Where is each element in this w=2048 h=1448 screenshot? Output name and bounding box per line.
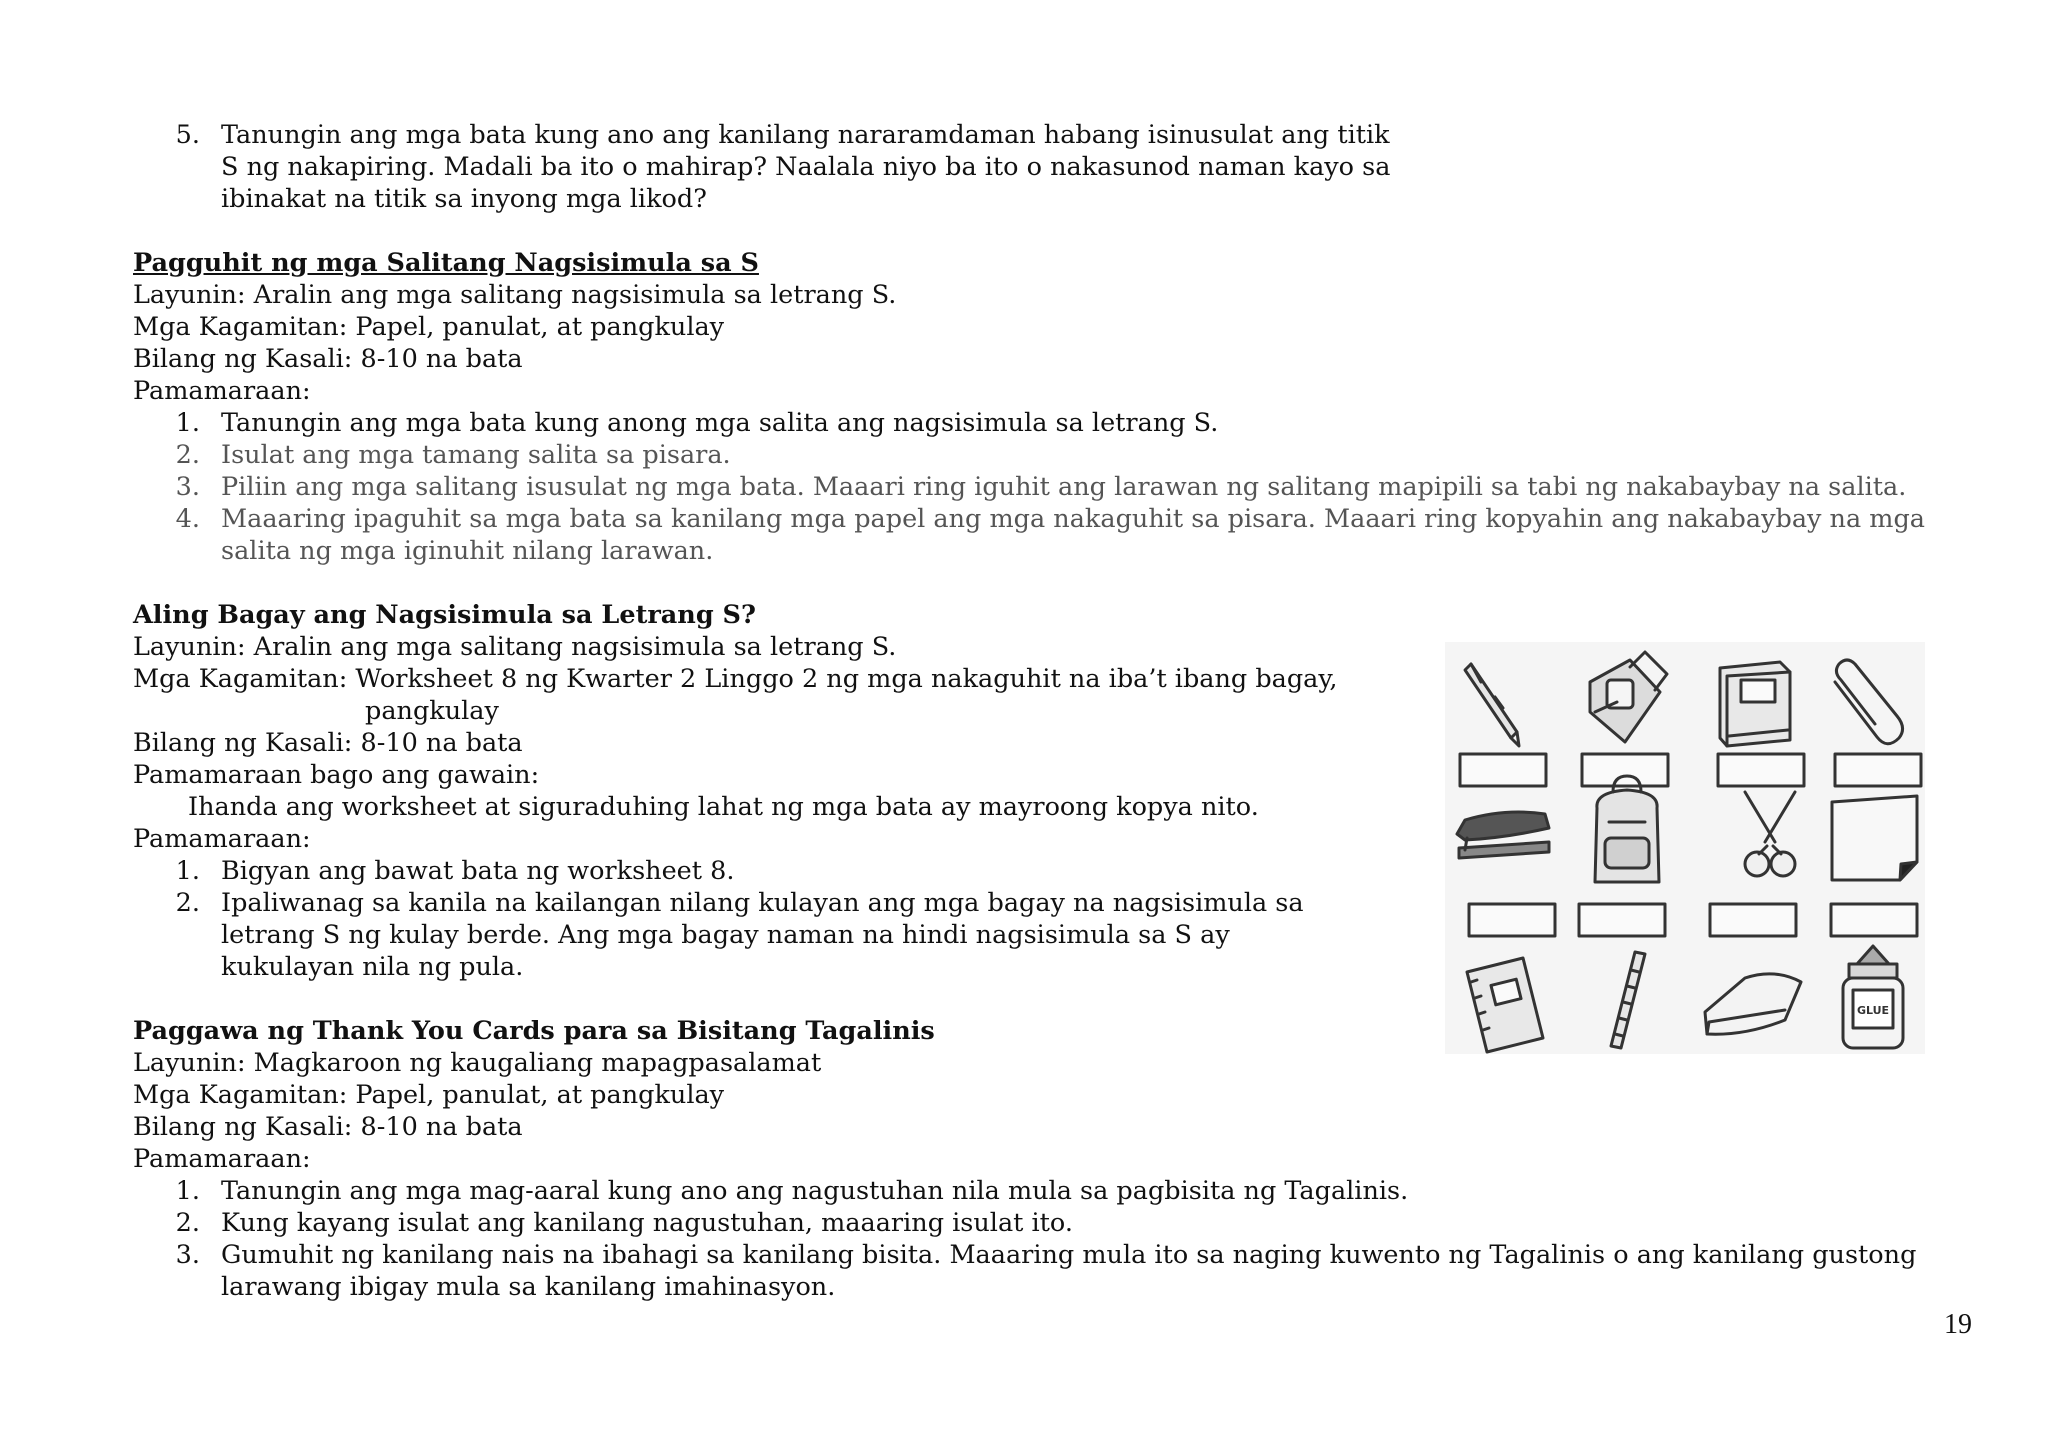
list-item-text: ibinakat na titik sa inyong mga likod? [221,184,707,214]
list-item-text: salita ng mga iginuhit nilang larawan. [221,536,714,566]
list-number: 1. [175,1176,200,1206]
glue-label: GLUE [1856,1004,1890,1017]
label-box [1582,754,1668,786]
ruler-icon [1611,952,1645,1048]
list-item-text: kukulayan nila ng pula. [221,952,524,982]
glue-icon [1843,946,1903,1048]
label-box [1835,754,1921,786]
list-item-text: Tanungin ang mga mag-aaral kung ano ang nagustuhan nila mula sa pagbisita ng Tagalinis. [221,1176,1409,1206]
list-number: 1. [175,408,200,438]
pen-icon [1465,664,1519,746]
scissors-icon [1745,792,1795,876]
list-number: 4. [175,504,200,534]
list-item-text: Gumuhit ng kanilang nais na ibahagi sa kanilang bisita. Maaaring mula ito sa naging kuwento ng Tagalinis o ang kanilang gustong [221,1240,1917,1270]
label-box [1831,904,1917,936]
list-item-text: Tanungin ang mga bata kung ano ang kanilang nararamdaman habang isinusulat ang titik [221,120,1390,150]
section-title: Paggawa ng Thank You Cards para sa Bisitang Tagalinis [133,1016,935,1046]
label-box [1710,904,1796,936]
list-item-text: Maaaring ipaguhit sa mga bata sa kanilang mga papel ang mga nakaguhit sa pisara. Maaari ring kopyahin ang nakabaybay na mga [221,504,1925,534]
procedure-label: Pamamaraan: [133,376,311,406]
notebook-icon [1467,958,1543,1052]
list-item-text: Tanungin ang mga bata kung anong mga salita ang nagsisimula sa letrang S. [221,408,1219,438]
stapler-icon [1457,812,1549,858]
pre-procedure-label: Pamamaraan bago ang gawain: [133,760,540,790]
list-number: 2. [175,440,200,470]
list-number: 2. [175,1208,200,1238]
label-box [1460,754,1546,786]
paperclip-icon [1835,660,1903,744]
objective-line: Layunin: Aralin ang mga salitang nagsisimula sa letrang S. [133,280,897,310]
participants-line: Bilang ng Kasali: 8-10 na bata [133,728,523,758]
procedure-label: Pamamaraan: [133,824,311,854]
sticky-note-icon [1832,796,1917,880]
materials-line: Mga Kagamitan: Papel, panulat, at pangkulay [133,1080,725,1110]
materials-line: Mga Kagamitan: Papel, panulat, at pangkulay [133,312,725,342]
objective-line: Layunin: Aralin ang mga salitang nagsisimula sa letrang S. [133,632,897,662]
worksheet-figure [1445,642,1925,1054]
list-item-text: Isulat ang mga tamang salita sa pisara. [221,440,731,470]
pre-procedure-text: Ihanda ang worksheet at siguraduhing lahat ng mga bata ay mayroong kopya nito. [188,792,1259,822]
materials-line: Mga Kagamitan: Worksheet 8 ng Kwarter 2 Linggo 2 ng mga nakaguhit na iba’t ibang bagay, [133,664,1338,694]
list-item-text: letrang S ng kulay berde. Ang mga bagay naman na hindi nagsisimula sa S ay [221,920,1230,950]
procedure-label: Pamamaraan: [133,1144,311,1174]
book-icon [1720,662,1790,746]
list-item-text: Ipaliwanag sa kanila na kailangan nilang kulayan ang mga bagay na nagsisimula sa [221,888,1304,918]
section-title: Pagguhit ng mga Salitang Nagsisimula sa S [133,248,759,278]
participants-line: Bilang ng Kasali: 8-10 na bata [133,1112,523,1142]
list-number: 3. [175,1240,200,1270]
label-box [1579,904,1665,936]
list-item-text: Kung kayang isulat ang kanilang nagustuhan, maaaring isulat ito. [221,1208,1073,1238]
list-number: 2. [175,888,200,918]
list-item-text: Piliin ang mga salitang isusulat ng mga bata. Maaari ring iguhit ang larawan ng salitang mapipili sa tabi ng nakabaybay na salita. [221,472,1907,502]
label-box [1718,754,1804,786]
list-number: 1. [175,856,200,886]
participants-line: Bilang ng Kasali: 8-10 na bata [133,344,523,374]
section-title: Aling Bagay ang Nagsisimula sa Letrang S? [133,600,756,630]
sharpener-icon [1590,652,1667,742]
list-item-text: larawang ibigay mula sa kanilang imahinasyon. [221,1272,836,1302]
list-number: 5. [175,120,200,150]
backpack-icon [1595,776,1659,882]
list-item-text: Bigyan ang bawat bata ng worksheet 8. [221,856,735,886]
list-item-text: S ng nakapiring. Madali ba ito o mahirap? Naalala niyo ba ito o nakasunod naman kayo sa [221,152,1391,182]
page-number: 19 [1944,1309,1972,1340]
list-number: 3. [175,472,200,502]
eraser-icon [1705,974,1801,1034]
objective-line: Layunin: Magkaroon ng kaugaliang mapagpasalamat [133,1048,822,1078]
materials-line: pangkulay [365,696,499,726]
label-box [1469,904,1555,936]
